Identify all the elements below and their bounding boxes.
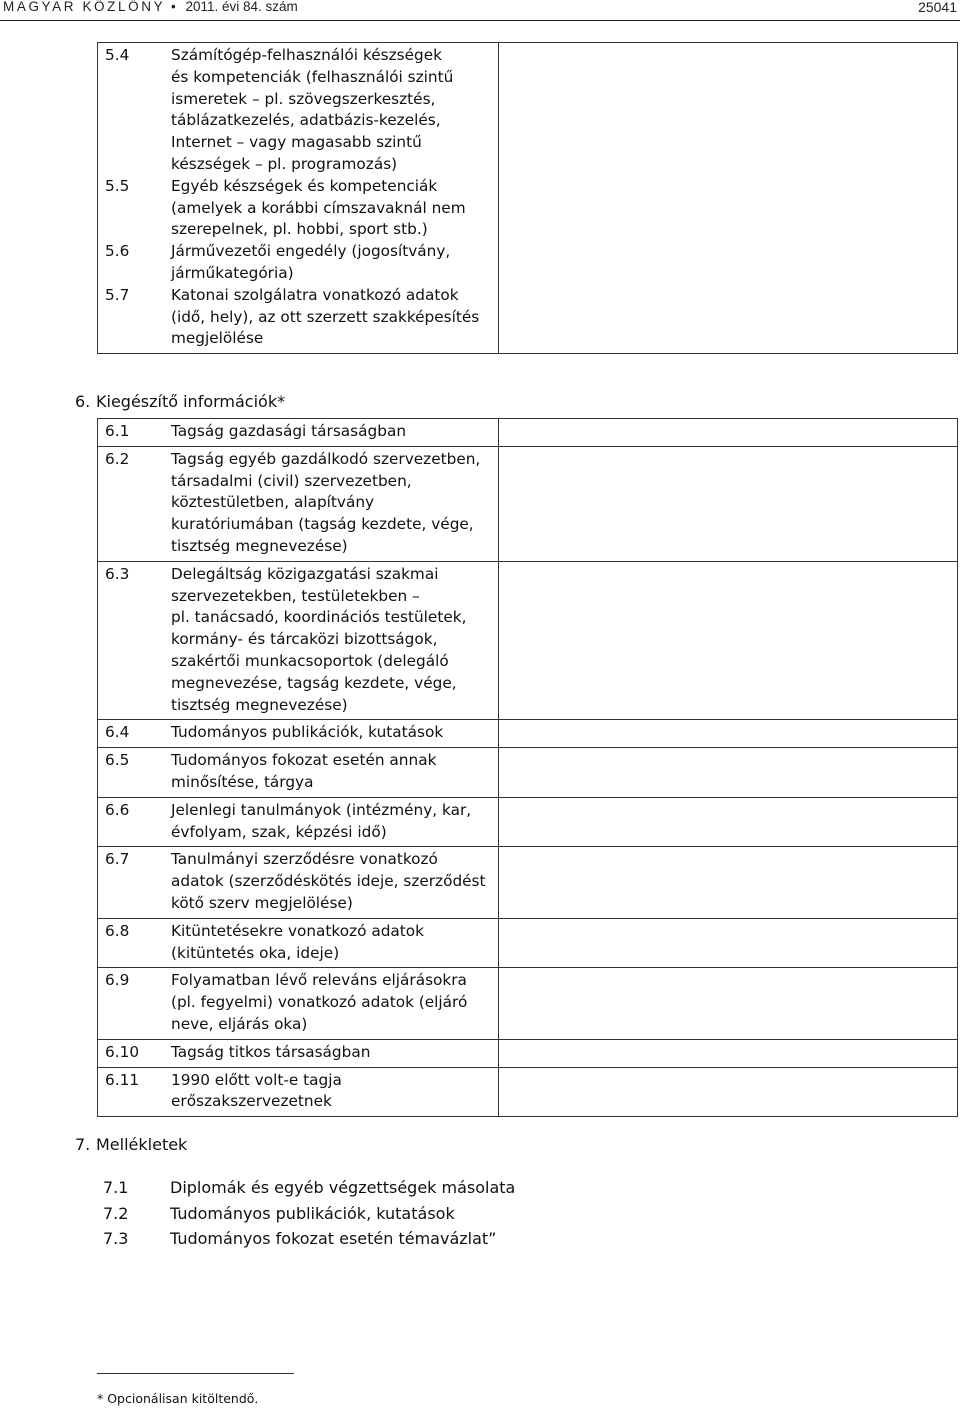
item-number: 6.1 (105, 422, 130, 440)
item-number: 6.8 (105, 921, 130, 940)
footnote-rule (97, 1373, 294, 1374)
list-item (105, 449, 490, 558)
item-text: 1990 előtt volt-e tagja erőszakszervezetnek (171, 1070, 342, 1111)
item-text: Egyéb készségek és kompetenciák (amelyek a korábbi címszavaknál nem szerepelnek, pl. hobbi, sport stb.) (171, 176, 466, 239)
row-label (98, 1067, 499, 1117)
list-item (105, 241, 490, 285)
answer-cell[interactable] (499, 43, 958, 354)
table-row (98, 1067, 958, 1117)
item-text: Járművezetői engedély (jogosítvány, járműkategória) (171, 242, 451, 282)
item-text: Diplomák és egyéb végzettségek másolata (170, 1178, 516, 1197)
item-text: Tudományos publikációk, kutatások (170, 1203, 455, 1223)
list-item (105, 722, 490, 744)
list-item (105, 970, 490, 1035)
page-number: 25041 (918, 0, 957, 15)
table-row (98, 446, 958, 561)
item-number: 5.5 (105, 176, 130, 195)
header-rule (0, 20, 960, 21)
row-label (98, 561, 499, 720)
item-number: 7.2 (103, 1203, 129, 1223)
item-text: Tudományos fokozat esetén témavázlat” (170, 1229, 497, 1248)
section-number: 7. (75, 1135, 91, 1154)
attachments-list (103, 1178, 515, 1255)
table-row (98, 419, 958, 447)
item-number: 6.10 (105, 1042, 140, 1061)
item-text: Tagság titkos társaságban (171, 1042, 371, 1061)
issue-label: 2011. évi 84. szám (185, 0, 298, 14)
item-text: Delegáltság közigazgatási szakmai szervezetekben, testületekben – pl. tanácsadó, koordinációs testületek, kormány- és tárcaközi bizottságok, szakértői munkacsoportok (delegáló megnevezése, tagság kezdete, vége, tisztség megnevezése) (171, 564, 467, 714)
answer-cell[interactable] (499, 1067, 958, 1117)
table-row (98, 720, 958, 748)
row-label (98, 968, 499, 1039)
item-number: 5.4 (105, 46, 130, 64)
row-label (98, 419, 499, 447)
item-text: Folyamatban lévő releváns eljárásokra (pl. fegyelmi) vonatkozó adatok (eljáró neve, eljárás oka) (171, 971, 468, 1033)
item-number: 5.7 (105, 285, 130, 304)
list-item (105, 1042, 490, 1064)
table-row (98, 748, 958, 798)
row-label (98, 1039, 499, 1067)
list-item (105, 750, 490, 794)
answer-cell[interactable] (499, 419, 958, 447)
answer-cell[interactable] (499, 847, 958, 918)
list-item (105, 421, 490, 443)
item-number: 6.6 (105, 800, 130, 819)
row-label (98, 797, 499, 847)
list-item (105, 1070, 490, 1114)
item-number: 6.3 (105, 564, 130, 583)
item-text: Tagság gazdasági társaságban (171, 422, 407, 440)
section-title: Kiegészítő információk* (96, 392, 286, 411)
row-label (98, 918, 499, 968)
answer-cell[interactable] (499, 797, 958, 847)
item-number: 5.6 (105, 242, 130, 261)
item-number: 6.7 (105, 850, 130, 869)
journal-title: MAGYAR KÖZLÖNY (3, 0, 166, 14)
item-number: 6.5 (105, 751, 130, 770)
item-text: Tudományos fokozat esetén annak minősítése, tárgya (171, 751, 437, 791)
list-item (103, 1229, 515, 1255)
item-number: 7.3 (103, 1229, 129, 1248)
list-item (105, 921, 490, 965)
list-item (103, 1204, 515, 1230)
section-heading-7 (75, 1135, 187, 1154)
row-label (98, 43, 499, 354)
list-item (103, 1178, 515, 1204)
answer-cell[interactable] (499, 968, 958, 1039)
section-heading-6 (75, 392, 285, 411)
row-label (98, 748, 499, 798)
item-number: 6.2 (105, 449, 130, 468)
table-row (98, 847, 958, 918)
table-row (98, 968, 958, 1039)
list-item (105, 45, 490, 176)
table-row (98, 43, 958, 354)
item-number: 6.11 (105, 1070, 140, 1089)
answer-cell[interactable] (499, 1039, 958, 1067)
section-title: Mellékletek (96, 1135, 188, 1154)
answer-cell[interactable] (499, 918, 958, 968)
item-number: 7.1 (103, 1178, 129, 1197)
answer-cell[interactable] (499, 446, 958, 561)
table-row (98, 918, 958, 968)
table-row (98, 561, 958, 720)
list-item (105, 564, 490, 717)
item-text: Számítógép-felhasználói készségek és kompetenciák (felhasználói szintű ismeretek – pl. szövegszerkesztés, táblázatkezelés, adatbázis-kezelés, Internet – vagy magasabb szintű készségek – pl. programozás) (171, 46, 454, 173)
item-text: Katonai szolgálatra vonatkozó adatok (idő, hely), az ott szerzett szakképesítés megjelölése (171, 285, 480, 348)
row-label (98, 720, 499, 748)
item-text: Tudományos publikációk, kutatások (171, 723, 444, 742)
answer-cell[interactable] (499, 561, 958, 720)
item-text: Tagság egyéb gazdálkodó szervezetben, társadalmi (civil) szervezetben, köztestületben, alapítvány kuratóriumában (tagság kezdete, vége, tisztség megnevezése) (171, 449, 481, 555)
answer-cell[interactable] (499, 748, 958, 798)
list-item (105, 849, 490, 914)
table-row (98, 797, 958, 847)
item-text: Tanulmányi szerződésre vonatkozó adatok (szerződéskötés ideje, szerződést kötő szerv megjelölése) (171, 850, 486, 912)
item-text: Kitüntetésekre vonatkozó adatok (kitüntetés oka, ideje) (171, 921, 425, 962)
row-label (98, 446, 499, 561)
list-item (105, 800, 490, 844)
list-item (105, 285, 490, 350)
list-item (105, 176, 490, 241)
journal-header (3, 0, 298, 14)
table-section-5 (97, 42, 958, 354)
footnote: * Opcionálisan kitöltendő. (97, 1391, 259, 1406)
page-header (0, 0, 960, 16)
row-label (98, 847, 499, 918)
answer-cell[interactable] (499, 720, 958, 748)
item-number: 6.9 (105, 971, 130, 990)
item-number: 6.4 (105, 723, 130, 742)
table-row (98, 1039, 958, 1067)
table-section-6 (97, 418, 958, 1117)
header-bullet: • (170, 0, 176, 14)
item-text: Jelenlegi tanulmányok (intézmény, kar, évfolyam, szak, képzési idő) (171, 800, 472, 841)
section-number: 6. (75, 392, 91, 411)
